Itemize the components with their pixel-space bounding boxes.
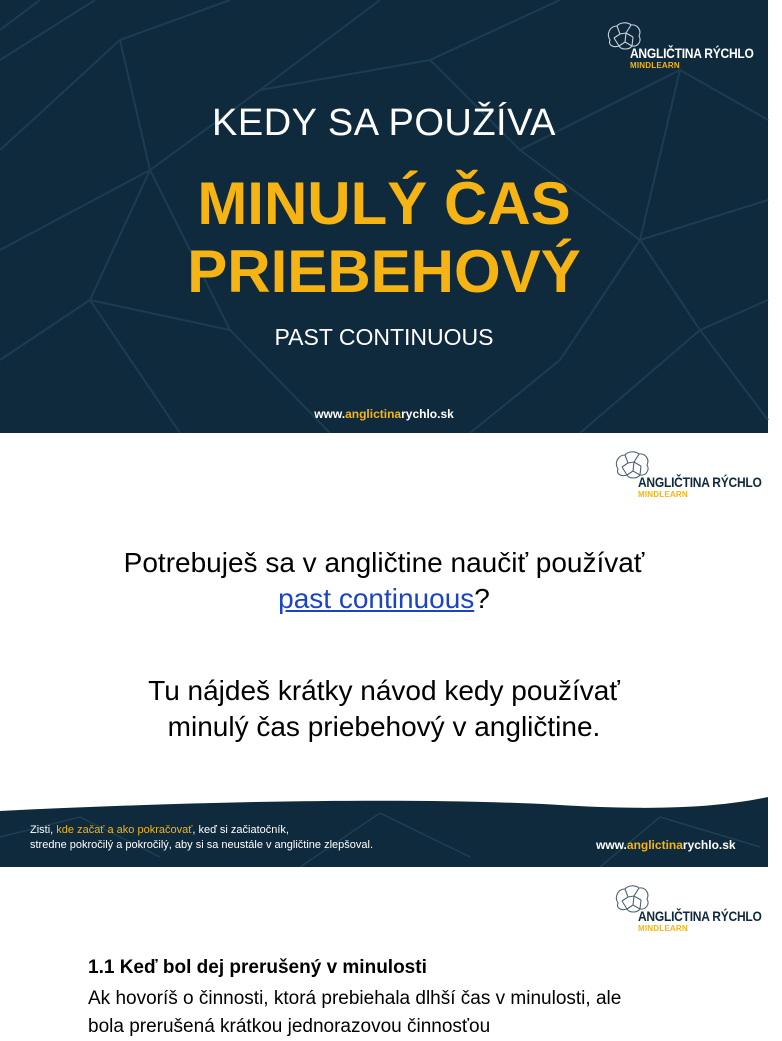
intro-question — [0, 545, 768, 617]
footer-prefix: Zisti, — [30, 824, 57, 836]
brand-subtitle: MINDLEARN — [638, 490, 688, 499]
headline-line-1: MINULÝ ČAS — [197, 170, 571, 237]
brand-name: ANGLIČTINA RÝCHLO — [630, 45, 754, 61]
past-continuous-link[interactable]: past continuous — [278, 583, 475, 614]
url-suffix: rychlo.sk — [682, 838, 736, 852]
website-url[interactable] — [0, 407, 768, 421]
question-mark: ? — [474, 583, 490, 614]
body-line-2: bola prerušená krátkou jednorazovou činnosťou — [88, 1016, 491, 1037]
url-prefix: www. — [596, 838, 627, 852]
lesson-body — [88, 985, 708, 1041]
brand-subtitle: MINDLEARN — [630, 61, 680, 70]
footer-highlight: kde začať a ako pokračovať — [56, 824, 193, 836]
brand-logo — [604, 20, 774, 70]
lesson-slide — [0, 867, 768, 1037]
lesson-heading: 1.1 Keď bol dej prerušený v minulosti — [88, 957, 427, 978]
brand-subtitle: MINDLEARN — [638, 924, 688, 933]
footer-tagline — [30, 823, 373, 853]
url-highlight: anglictina — [626, 838, 683, 852]
url-prefix: www. — [314, 407, 346, 421]
brand-logo — [612, 883, 782, 933]
intro-slide — [0, 433, 768, 867]
intro-answer — [0, 673, 768, 745]
slide-kicker: KEDY SA POUŽÍVA — [212, 102, 556, 144]
footer-suffix: , keď si začiatočník, — [192, 824, 289, 836]
brand-logo — [612, 449, 782, 499]
answer-line-1: Tu nájdeš krátky návod kedy používať — [148, 675, 620, 706]
url-highlight: anglictina — [345, 407, 402, 421]
url-suffix: rychlo.sk — [401, 407, 454, 421]
answer-line-2: minulý čas priebehový v angličtine. — [167, 711, 601, 742]
brand-name: ANGLIČTINA RÝCHLO — [638, 908, 762, 924]
body-line-1: Ak hovoríš o činnosti, ktorá prebiehala dlhší čas v minulosti, ale — [88, 988, 622, 1009]
question-line-1: Potrebuješ sa v angličtine naučiť používať — [123, 547, 645, 578]
headline-line-2: PRIEBEHOVÝ — [187, 238, 581, 305]
footer-line-2: stredne pokročilý a pokročilý, aby si sa neustále v angličtine zlepšoval. — [30, 839, 374, 851]
slide-subhead: PAST CONTINUOUS — [274, 324, 494, 350]
footer-line-1 — [30, 823, 373, 838]
website-url[interactable] — [596, 838, 736, 852]
brand-name: ANGLIČTINA RÝCHLO — [638, 474, 762, 490]
slide-headline — [0, 170, 768, 306]
question-line-2 — [0, 581, 768, 617]
title-slide — [0, 0, 768, 433]
